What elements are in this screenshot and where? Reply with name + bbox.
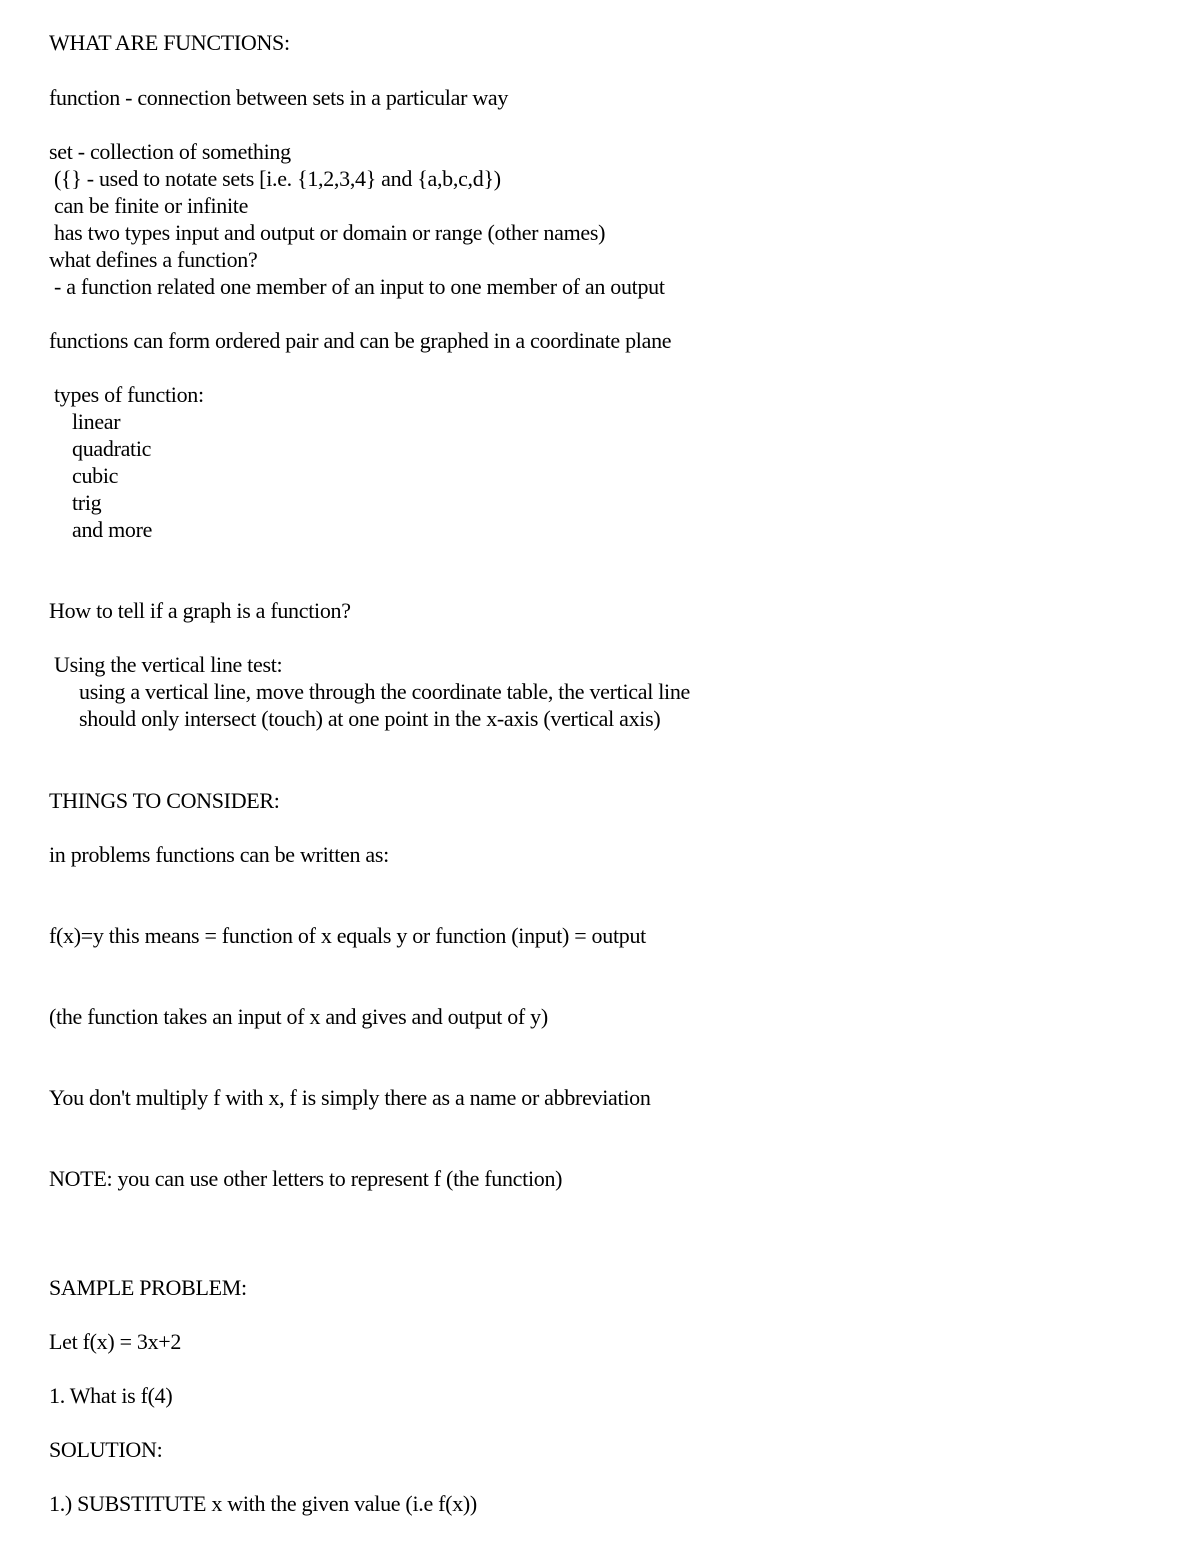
takes-input-line: (the function takes an input of x and gives and output of y): [49, 1004, 548, 1029]
solution-heading: SOLUTION:: [49, 1437, 163, 1462]
solution-step-1: 1.) SUBSTITUTE x with the given value (i.e f(x)): [49, 1491, 477, 1516]
set-finite-line: can be finite or infinite: [54, 193, 249, 218]
let-fx-line: Let f(x) = 3x+2: [49, 1329, 182, 1354]
type-item: linear: [72, 409, 121, 434]
types-heading: types of function:: [54, 382, 204, 407]
graph-question: How to tell if a graph is a function?: [49, 598, 351, 623]
multiply-note-line: You don't multiply f with x, f is simply there as a name or abbreviation: [49, 1085, 651, 1110]
heading-sample-problem: SAMPLE PROBLEM:: [49, 1275, 247, 1300]
what-defines-answer: - a function related one member of an input to one member of an output: [54, 274, 665, 299]
type-item: and more: [72, 517, 153, 542]
vertical-line-text: using a vertical line, move through the coordinate table, the vertical line: [79, 679, 690, 704]
what-defines-question: what defines a function?: [49, 247, 258, 272]
type-item: cubic: [72, 463, 119, 488]
vertical-line-heading: Using the vertical line test:: [54, 652, 283, 677]
vertical-line-text: should only intersect (touch) at one point in the x-axis (vertical axis): [79, 706, 661, 731]
heading-what-are-functions: WHAT ARE FUNCTIONS:: [49, 30, 290, 55]
function-definition: function - connection between sets in a particular way: [49, 85, 509, 110]
type-item: trig: [72, 490, 102, 515]
heading-things-to-consider: THINGS TO CONSIDER:: [49, 788, 280, 813]
set-notation-line: ({} - used to notate sets [i.e. {1,2,3,4} and {a,b,c,d}): [54, 166, 501, 191]
set-types-line: has two types input and output or domain or range (other names): [54, 220, 606, 245]
fx-equals-y-line: f(x)=y this means = function of x equals y or function (input) = output: [49, 923, 646, 948]
problems-written-as: in problems functions can be written as:: [49, 842, 389, 867]
set-definition: set - collection of something: [49, 139, 291, 164]
question-1: 1. What is f(4): [49, 1383, 173, 1408]
other-letters-note: NOTE: you can use other letters to represent f (the function): [49, 1166, 563, 1191]
type-item: quadratic: [72, 436, 152, 461]
ordered-pair-line: functions can form ordered pair and can be graphed in a coordinate plane: [49, 328, 672, 353]
